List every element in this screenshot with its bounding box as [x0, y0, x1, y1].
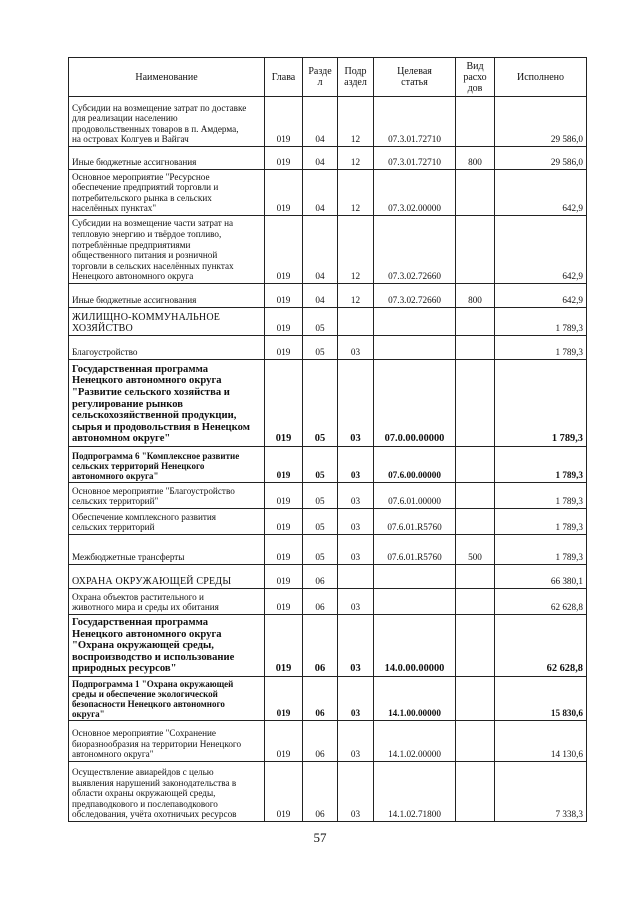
table-row — [69, 336, 587, 360]
row-vid: 500 — [456, 535, 495, 565]
row-razdel: 04 — [303, 216, 338, 284]
row-glava: 019 — [265, 308, 303, 336]
header-razdel: Разде л — [303, 58, 338, 97]
table-row — [69, 535, 587, 565]
row-name: Государственная программа Ненецкого автономного округа "Охрана окружающей среды, воспроизводство и использование природных ресурсов" — [69, 615, 265, 677]
row-razdel: 05 — [303, 447, 338, 483]
row-razdel: 06 — [303, 677, 338, 721]
row-executed: 29 586,0 — [495, 97, 587, 147]
row-vid: 800 — [456, 284, 495, 308]
row-glava: 019 — [265, 535, 303, 565]
row-article: 07.6.01.R5760 — [374, 509, 456, 535]
row-razdel: 06 — [303, 615, 338, 677]
row-article — [374, 308, 456, 336]
row-article — [374, 589, 456, 615]
row-glava: 019 — [265, 284, 303, 308]
row-article: 07.3.02.72660 — [374, 284, 456, 308]
row-name: Межбюджетные трансферты — [69, 535, 265, 565]
table-row — [69, 509, 587, 535]
row-vid — [456, 170, 495, 216]
row-article — [374, 565, 456, 589]
row-razdel: 05 — [303, 336, 338, 360]
row-razdel: 06 — [303, 762, 338, 822]
table-row — [69, 762, 587, 822]
row-razdel: 04 — [303, 97, 338, 147]
row-podrazdel: 12 — [338, 170, 374, 216]
row-podrazdel: 03 — [338, 589, 374, 615]
header-name: Наименование — [69, 58, 265, 97]
table-row — [69, 677, 587, 721]
row-executed: 1 789,3 — [495, 447, 587, 483]
row-article — [374, 336, 456, 360]
row-vid — [456, 762, 495, 822]
row-name: Основное мероприятие "Сохранение биоразнообразия на территории Ненецкого автономного округа" — [69, 721, 265, 762]
table-row — [69, 170, 587, 216]
row-podrazdel: 12 — [338, 97, 374, 147]
row-name: Субсидии на возмещение части затрат на тепловую энергию и твёрдое топливо, потреблённые предприятиями общественного питания и розничной торговли в сельских населённых пунктах Ненецкого автономного округа — [69, 216, 265, 284]
row-razdel: 06 — [303, 589, 338, 615]
row-executed: 62 628,8 — [495, 589, 587, 615]
row-name: Обеспечение комплексного развития сельских территорий — [69, 509, 265, 535]
row-glava: 019 — [265, 615, 303, 677]
row-article: 07.6.00.00000 — [374, 447, 456, 483]
row-name: Подпрограмма 1 "Охрана окружающей среды и обеспечение экологической безопасности Ненецкого автономного округа" — [69, 677, 265, 721]
row-article: 14.1.02.00000 — [374, 721, 456, 762]
row-glava: 019 — [265, 509, 303, 535]
table-row — [69, 360, 587, 447]
row-podrazdel: 03 — [338, 615, 374, 677]
table-row — [69, 565, 587, 589]
row-vid: 800 — [456, 147, 495, 170]
row-vid — [456, 483, 495, 509]
row-vid — [456, 565, 495, 589]
row-glava: 019 — [265, 721, 303, 762]
row-article: 14.0.00.00000 — [374, 615, 456, 677]
row-vid — [456, 336, 495, 360]
row-podrazdel: 03 — [338, 677, 374, 721]
row-executed: 642,9 — [495, 284, 587, 308]
table-row — [69, 589, 587, 615]
row-name: Основное мероприятие "Благоустройство сельских территорий" — [69, 483, 265, 509]
row-razdel: 04 — [303, 284, 338, 308]
row-podrazdel: 12 — [338, 216, 374, 284]
row-article: 07.6.01.00000 — [374, 483, 456, 509]
header-executed: Исполнено — [495, 58, 587, 97]
row-podrazdel: 03 — [338, 535, 374, 565]
row-article: 14.1.00.00000 — [374, 677, 456, 721]
row-name: Государственная программа Ненецкого автономного округа "Развитие сельского хозяйства и регулирование рынков сельскохозяйственной продукции, сырья и продовольствия в Ненецком автономном округе" — [69, 360, 265, 447]
row-podrazdel: 03 — [338, 336, 374, 360]
row-executed: 14 130,6 — [495, 721, 587, 762]
row-name: ЖИЛИЩНО-КОММУНАЛЬНОЕ ХОЗЯЙСТВО — [69, 308, 265, 336]
row-razdel: 06 — [303, 565, 338, 589]
row-name: Иные бюджетные ассигнования — [69, 284, 265, 308]
table-header-row — [69, 58, 587, 97]
row-podrazdel: 03 — [338, 447, 374, 483]
row-vid — [456, 308, 495, 336]
row-vid — [456, 97, 495, 147]
row-name: Субсидии на возмещение затрат по доставке для реализации населению продовольственных товаров в п. Амдерма, на островах Колгуев и Вайгач — [69, 97, 265, 147]
row-podrazdel: 12 — [338, 284, 374, 308]
row-glava: 019 — [265, 97, 303, 147]
row-glava: 019 — [265, 147, 303, 170]
row-razdel: 04 — [303, 147, 338, 170]
header-vid: Вид расхо дов — [456, 58, 495, 97]
row-executed: 1 789,3 — [495, 360, 587, 447]
row-podrazdel: 03 — [338, 483, 374, 509]
row-glava: 019 — [265, 483, 303, 509]
row-glava: 019 — [265, 447, 303, 483]
row-article: 07.0.00.00000 — [374, 360, 456, 447]
row-name: Иные бюджетные ассигнования — [69, 147, 265, 170]
row-name: Охрана объектов растительного и животного мира и среды их обитания — [69, 589, 265, 615]
row-podrazdel: 03 — [338, 360, 374, 447]
row-glava: 019 — [265, 170, 303, 216]
row-vid — [456, 216, 495, 284]
row-vid — [456, 721, 495, 762]
row-glava: 019 — [265, 589, 303, 615]
row-executed: 1 789,3 — [495, 336, 587, 360]
row-article: 14.1.02.71800 — [374, 762, 456, 822]
row-razdel: 06 — [303, 721, 338, 762]
row-podrazdel — [338, 565, 374, 589]
row-name: Благоустройство — [69, 336, 265, 360]
budget-sheet — [68, 57, 586, 822]
header-glava: Глава — [265, 58, 303, 97]
table-row — [69, 308, 587, 336]
row-podrazdel: 12 — [338, 147, 374, 170]
row-executed: 1 789,3 — [495, 509, 587, 535]
row-glava: 019 — [265, 216, 303, 284]
row-article: 07.3.01.72710 — [374, 97, 456, 147]
row-podrazdel — [338, 308, 374, 336]
row-glava: 019 — [265, 762, 303, 822]
table-row — [69, 147, 587, 170]
row-razdel: 05 — [303, 308, 338, 336]
table-row — [69, 721, 587, 762]
table-body — [69, 97, 587, 822]
row-vid — [456, 677, 495, 721]
row-vid — [456, 509, 495, 535]
budget-table — [68, 57, 587, 822]
row-executed: 62 628,8 — [495, 615, 587, 677]
header-article: Целевая статья — [374, 58, 456, 97]
row-razdel: 05 — [303, 483, 338, 509]
row-razdel: 05 — [303, 360, 338, 447]
row-article: 07.3.01.72710 — [374, 147, 456, 170]
row-glava: 019 — [265, 336, 303, 360]
row-podrazdel: 03 — [338, 721, 374, 762]
row-executed: 1 789,3 — [495, 535, 587, 565]
table-row — [69, 447, 587, 483]
row-vid — [456, 589, 495, 615]
table-row — [69, 615, 587, 677]
page-number: 57 — [313, 830, 327, 845]
row-glava: 019 — [265, 360, 303, 447]
row-executed: 1 789,3 — [495, 483, 587, 509]
table-row — [69, 483, 587, 509]
row-vid — [456, 447, 495, 483]
row-vid — [456, 360, 495, 447]
row-podrazdel: 03 — [338, 762, 374, 822]
row-razdel: 05 — [303, 535, 338, 565]
row-executed: 29 586,0 — [495, 147, 587, 170]
row-executed: 642,9 — [495, 216, 587, 284]
row-razdel: 04 — [303, 170, 338, 216]
row-name: Подпрограмма 6 "Комплексное развитие сельских территорий Ненецкого автономного округа" — [69, 447, 265, 483]
row-vid — [456, 615, 495, 677]
row-executed: 7 338,3 — [495, 762, 587, 822]
row-executed: 642,9 — [495, 170, 587, 216]
row-executed: 15 830,6 — [495, 677, 587, 721]
row-article: 07.3.02.72660 — [374, 216, 456, 284]
row-name: Осуществление авиарейдов с целью выявления нарушений законодательства в области охраны окружающей среды, предпаводкового и послепаводкового обследования, учёта охотничьих ресурсов — [69, 762, 265, 822]
table-row — [69, 284, 587, 308]
row-glava: 019 — [265, 677, 303, 721]
table-row — [69, 97, 587, 147]
row-name: ОХРАНА ОКРУЖАЮЩЕЙ СРЕДЫ — [69, 565, 265, 589]
row-name: Основное мероприятие "Ресурсное обеспечение предприятий торговли и потребительского рынка в сельских населённых пунктах" — [69, 170, 265, 216]
row-article: 07.6.01.R5760 — [374, 535, 456, 565]
row-podrazdel: 03 — [338, 509, 374, 535]
row-glava: 019 — [265, 565, 303, 589]
row-article: 07.3.02.00000 — [374, 170, 456, 216]
table-row — [69, 216, 587, 284]
row-executed: 1 789,3 — [495, 308, 587, 336]
header-podrazdel: Подр аздел — [338, 58, 374, 97]
row-razdel: 05 — [303, 509, 338, 535]
row-executed: 66 380,1 — [495, 565, 587, 589]
